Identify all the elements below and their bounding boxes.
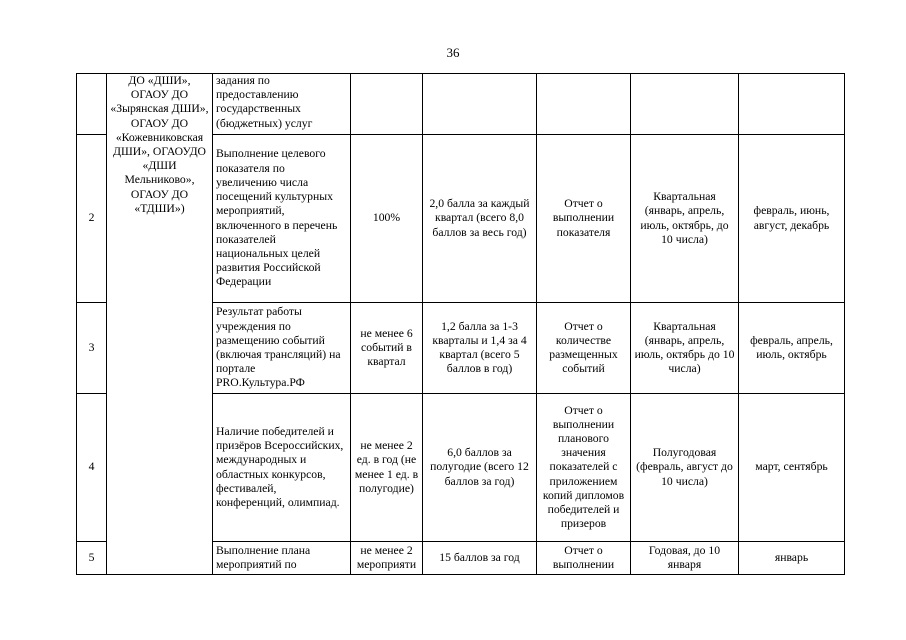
periodicity-cell: Полугодовая (февраль, август до 10 числа) — [631, 394, 739, 542]
table-row — [77, 74, 845, 135]
target-cell: не менее 2 ед. в год (не менее 1 ед. в полугодие) — [351, 394, 423, 542]
row-number-cell: 2 — [77, 135, 107, 303]
target-cell: 100% — [351, 135, 423, 303]
periodicity-cell: Годовая, до 10 января — [631, 542, 739, 575]
row-number-cell: 5 — [77, 542, 107, 575]
points-cell: 1,2 балла за 1-3 кварталы и 1,4 за 4 квартал (всего 5 баллов в год) — [423, 303, 537, 394]
months-cell — [739, 74, 845, 135]
report-cell — [537, 74, 631, 135]
row-number-cell: 3 — [77, 303, 107, 394]
indicator-cell: Выполнение плана мероприятий по — [213, 542, 351, 575]
row-number-cell: 4 — [77, 394, 107, 542]
months-cell: март, сентябрь — [739, 394, 845, 542]
months-cell: февраль, июнь, август, декабрь — [739, 135, 845, 303]
indicator-cell: Наличие победителей и призёров Всероссийских, международных и областных конкурсов, фестивалей, конференций, олимпиад. — [213, 394, 351, 542]
target-cell: не менее 2 мероприяти — [351, 542, 423, 575]
periodicity-cell: Квартальная (январь, апрель, июль, октябрь до 10 числа) — [631, 303, 739, 394]
periodicity-cell — [631, 74, 739, 135]
indicator-cell: Выполнение целевого показателя по увеличению числа посещений культурных мероприятий, включенного в перечень показателей национальных целей развития Российской Федерации — [213, 135, 351, 303]
page-number: 36 — [446, 45, 460, 60]
row-number-cell — [77, 74, 107, 135]
target-cell: не менее 6 событий в квартал — [351, 303, 423, 394]
months-cell: январь — [739, 542, 845, 575]
report-cell: Отчет о количестве размещенных событий — [537, 303, 631, 394]
indicators-table — [76, 73, 845, 575]
organizations-cell — [107, 74, 213, 575]
report-cell: Отчет о выполнении планового значения показателей с приложением копий дипломов победителей и призеров — [537, 394, 631, 542]
organizations-text: ДО «ДШИ», ОГАОУ ДО «Зырянская ДШИ», ОГАОУ ДО «Кожевниковская ДШИ», ОГАОУДО «ДШИ Мельниково», ОГАОУ ДО «ТДШИ») — [110, 74, 209, 215]
indicator-cell: Результат работы учреждения по размещению событий (включая трансляций) на портале PRO.Культура.РФ — [213, 303, 351, 394]
points-cell: 15 баллов за год — [423, 542, 537, 575]
target-cell — [351, 74, 423, 135]
months-cell: февраль, апрель, июль, октябрь — [739, 303, 845, 394]
points-cell: 2,0 балла за каждый квартал (всего 8,0 баллов за весь год) — [423, 135, 537, 303]
report-cell: Отчет о выполнении показателя — [537, 135, 631, 303]
report-cell: Отчет о выполнении — [537, 542, 631, 575]
points-cell: 6,0 баллов за полугодие (всего 12 баллов за год) — [423, 394, 537, 542]
indicator-cell: задания по предоставлению государственных (бюджетных) услуг — [213, 74, 351, 135]
points-cell — [423, 74, 537, 135]
periodicity-cell: Квартальная (январь, апрель, июль, октябрь, до 10 числа) — [631, 135, 739, 303]
